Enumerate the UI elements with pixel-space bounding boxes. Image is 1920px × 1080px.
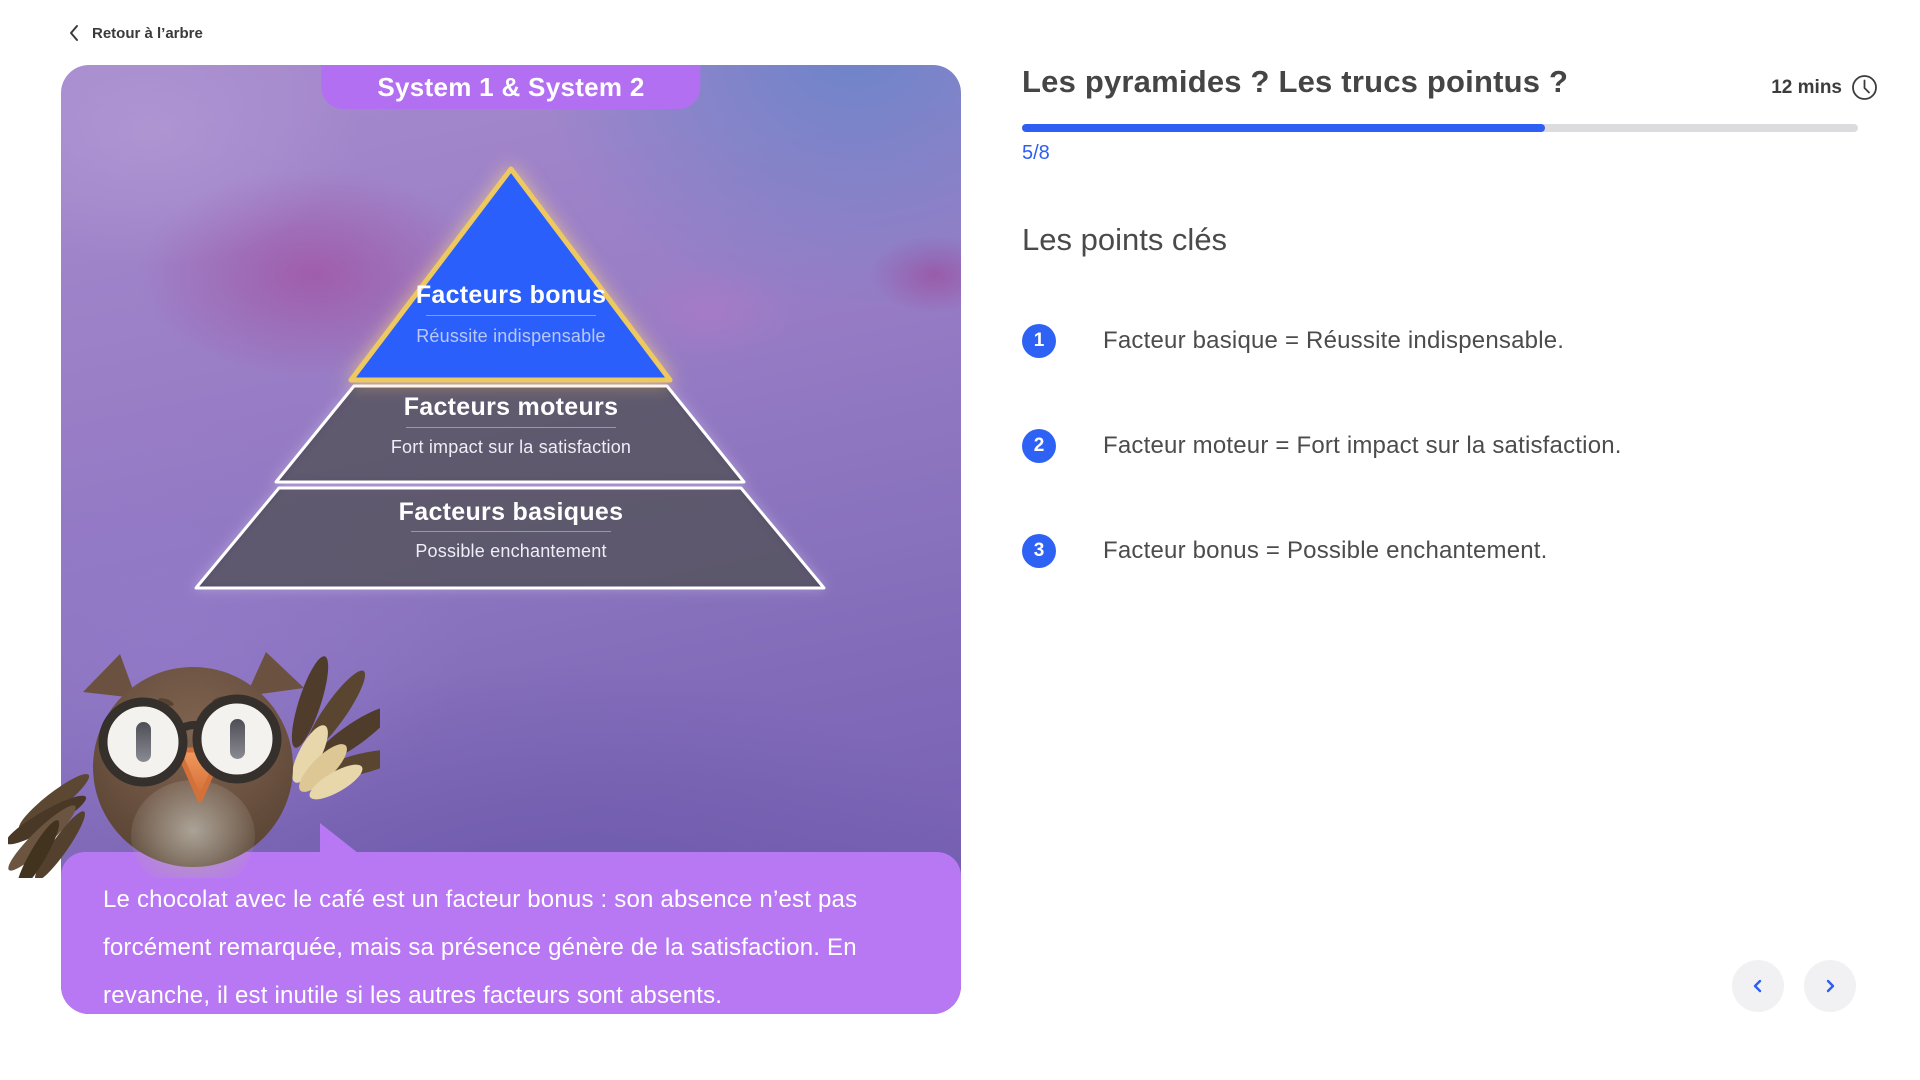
pyramid-level-1-subtitle: Réussite indispensable: [416, 326, 606, 346]
pyramid-divider: [411, 531, 611, 532]
key-points-list: [1022, 324, 1622, 639]
owl-pupil-right: [230, 719, 245, 759]
pyramid-divider: [426, 315, 596, 316]
pyramid-level-2-subtitle: Fort impact sur la satisfaction: [390, 437, 632, 457]
key-point-text: Facteur basique = Réussite indispensable.: [1103, 327, 1565, 354]
key-point-text: Facteur bonus = Possible enchantement.: [1103, 537, 1548, 564]
pyramid-diagram: [61, 65, 961, 685]
owl-mascot-icon: [8, 650, 380, 878]
key-point-row: [1022, 429, 1622, 463]
chevron-left-icon: [68, 24, 80, 42]
key-point-row: [1022, 324, 1622, 358]
key-point-number-badge: 1: [1022, 324, 1056, 358]
pyramid-level-1-title: Facteurs bonus: [415, 281, 607, 309]
owl-right-wing: [285, 653, 380, 806]
lesson-badge: System 1 & System 2: [321, 65, 700, 109]
key-point-number-badge: 3: [1022, 534, 1056, 568]
key-point-number-badge: 2: [1022, 429, 1056, 463]
chevron-left-icon: [1750, 978, 1766, 994]
owl-left-wing: [8, 768, 94, 878]
pyramid-divider: [406, 427, 616, 428]
section-heading: Les points clés: [1022, 222, 1228, 257]
back-link-label: Retour à l’arbre: [92, 24, 203, 42]
progress-bar: [1022, 124, 1858, 132]
clock-icon: [1851, 74, 1878, 101]
owl-pupil-left: [136, 722, 151, 762]
key-point-text: Facteur moteur = Fort impact sur la satisfaction.: [1103, 432, 1622, 459]
key-point-row: [1022, 534, 1622, 568]
duration-label: 12 mins: [1771, 76, 1842, 98]
page-title: Les pyramides ? Les trucs pointus ?: [1022, 64, 1569, 99]
progress-label: 5/8: [1022, 142, 1050, 164]
pyramid-level-top-shape: [351, 169, 670, 380]
prev-button[interactable]: [1732, 960, 1784, 1012]
speech-bubble-text: Le chocolat avec le café est un facteur bonus : son absence n’est pas forcément remarquée, mais sa présence génère de la satisfaction. En revanche, il est inutile si les autres facteurs sont absents.: [103, 886, 858, 1009]
next-button[interactable]: [1804, 960, 1856, 1012]
progress-fill: [1022, 124, 1545, 132]
pager: [1732, 960, 1856, 1012]
duration: [1771, 74, 1878, 101]
chevron-right-icon: [1822, 978, 1838, 994]
pyramid-level-3-subtitle: Possible enchantement: [415, 541, 607, 561]
back-link[interactable]: [68, 24, 203, 42]
pyramid-level-2-title: Facteurs moteurs: [403, 393, 619, 421]
pyramid-level-3-title: Facteurs basiques: [398, 498, 624, 526]
